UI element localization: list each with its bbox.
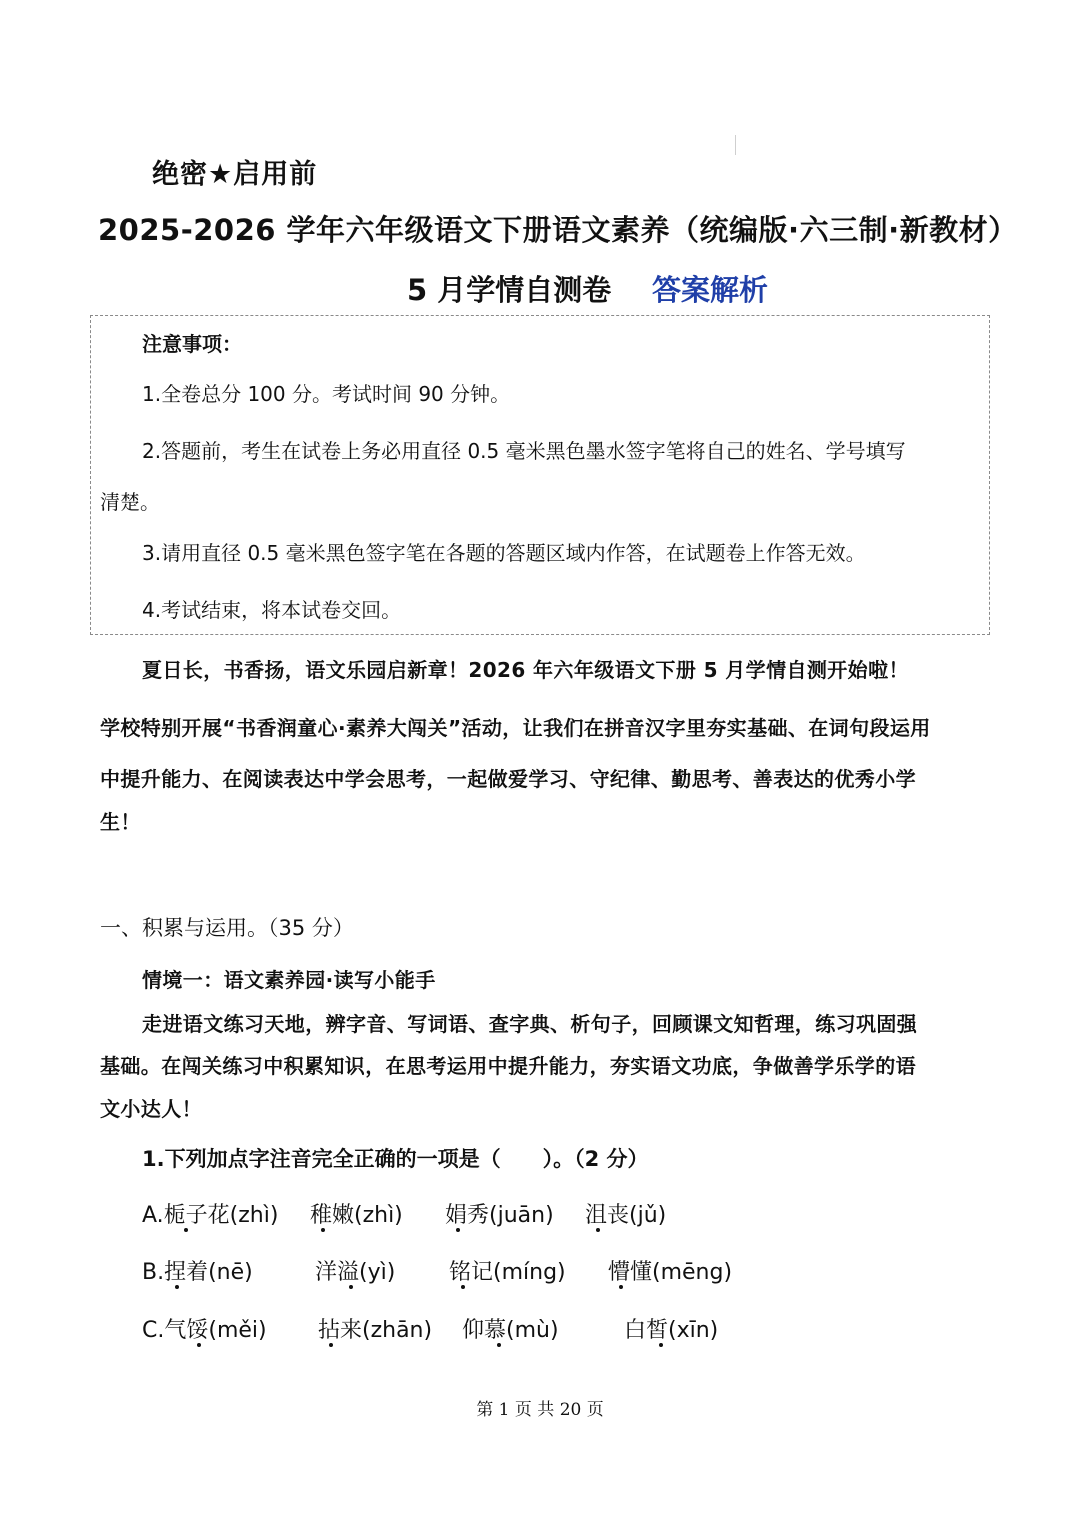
emphasis-dot	[659, 1343, 663, 1347]
emphasis-dot	[619, 1285, 623, 1289]
intro-line-1: 夏日长，书香扬，语文乐园启新章！2026 年六年级语文下册 5 月学情自测开始啦！	[142, 658, 909, 682]
context-heading: 情境一：语文素养园·读写小能手	[142, 968, 436, 992]
emphasis-dot	[329, 1343, 333, 1347]
option-c-word-1: C.气馁(měi)	[142, 1318, 267, 1343]
emphasis-dot	[497, 1343, 501, 1347]
option-a-word-4: 沮丧(jǔ)	[585, 1203, 667, 1228]
intro-line-4: 生！	[100, 810, 141, 834]
option-b-word-2: 洋溢(yì)	[315, 1260, 396, 1285]
option-a-word-2: 稚嫩(zhì)	[310, 1203, 403, 1228]
notice-item-2-cont: 清楚。	[100, 490, 160, 514]
intro-line-2: 学校特别开展“书香润童心·素养大闯关”活动，让我们在拼音汉字里夯实基础、在词句段运用	[100, 716, 931, 740]
option-c-word-4: 白皙(xīn)	[624, 1318, 719, 1343]
emphasis-dot	[184, 1228, 188, 1232]
context-line-1: 走进语文练习天地，辨字音、写词语、查字典、析句子，回顾课文知哲理，练习巩固强	[142, 1012, 918, 1036]
option-b-word-4: 懵懂(mēng)	[608, 1260, 733, 1285]
emphasis-dot	[596, 1228, 600, 1232]
option-c-word-3: 仰慕(mù)	[462, 1318, 559, 1343]
notice-item-4: 4.考试结束，将本试卷交回。	[142, 598, 402, 622]
option-a-word-1: A.栀子花(zhì)	[142, 1203, 279, 1228]
option-b-word-3: 铭记(míng)	[449, 1260, 566, 1285]
option-a-word-3: 娟秀(juān)	[445, 1203, 554, 1228]
notice-item-3: 3.请用直径 0.5 毫米黑色签字笔在各题的答题区域内作答，在试题卷上作答无效。	[142, 541, 866, 565]
exam-subtitle: 5 月学情自测卷	[407, 273, 612, 307]
answer-analysis-label: 答案解析	[652, 273, 769, 307]
notice-heading: 注意事项：	[142, 332, 242, 356]
context-line-2: 基础。在闯关练习中积累知识，在思考运用中提升能力，夯实语文功底，争做善学乐学的语	[100, 1054, 916, 1078]
intro-line-3: 中提升能力、在阅读表达中学会思考，一起做爱学习、守纪律、勤思考、善表达的优秀小学	[100, 767, 916, 791]
notice-item-2: 2.答题前，考生在试卷上务必用直径 0.5 毫米黑色墨水签字笔将自己的姓名、学号填写	[142, 439, 906, 463]
question-1: 1.下列加点字注音完全正确的一项是（ ）。（2 分）	[142, 1147, 649, 1171]
secret-label: 绝密★启用前	[152, 159, 318, 190]
emphasis-dot	[349, 1285, 353, 1289]
emphasis-dot	[175, 1285, 179, 1289]
emphasis-dot	[461, 1285, 465, 1289]
notice-box	[90, 315, 990, 635]
emphasis-dot	[197, 1343, 201, 1347]
emphasis-dot	[321, 1228, 325, 1232]
section-heading: 一、积累与运用。（35 分）	[100, 916, 354, 940]
notice-item-1: 1.全卷总分 100 分。考试时间 90 分钟。	[142, 382, 511, 406]
option-c-word-2: 拈来(zhān)	[318, 1318, 433, 1343]
margin-mark	[735, 135, 736, 155]
page-footer: 第 1 页 共 20 页	[476, 1400, 604, 1420]
context-line-3: 文小达人！	[100, 1097, 202, 1121]
emphasis-dot	[456, 1228, 460, 1232]
option-b-word-1: B.捏着(nē)	[142, 1260, 253, 1285]
exam-title: 2025-2026 学年六年级语文下册语文素养（统编版·六三制·新教材）	[98, 213, 1018, 247]
